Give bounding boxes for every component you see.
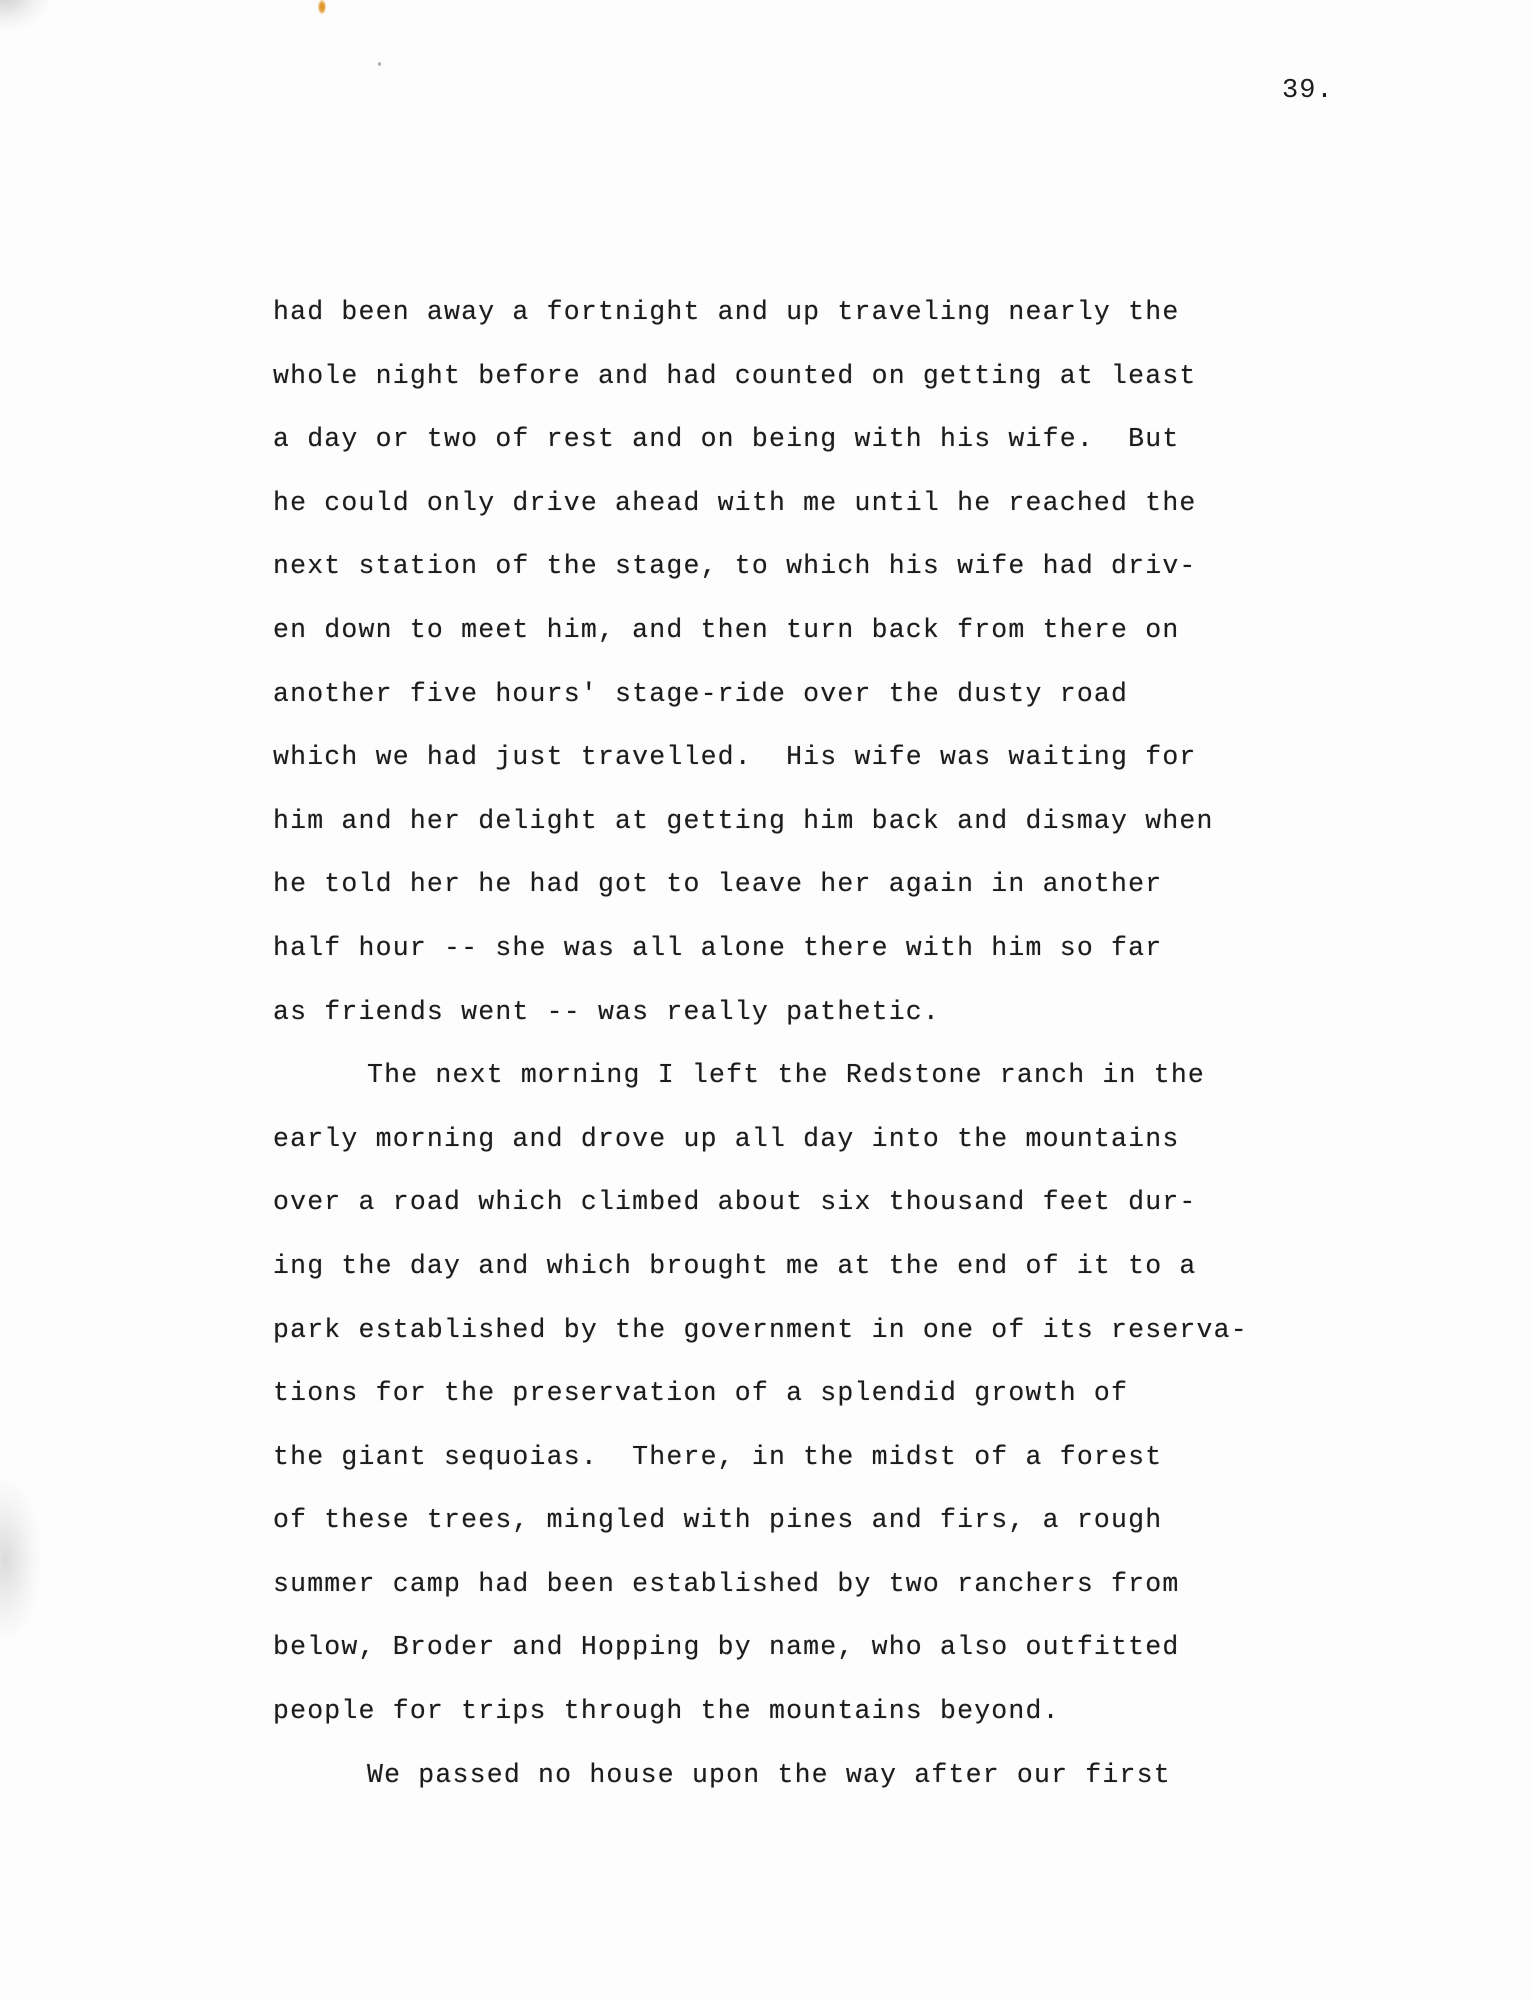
body-text (273, 290, 1393, 1816)
text-line: summer camp had been established by two ranchers from (273, 1568, 1180, 1599)
text-line: over a road which climbed about six thousand feet dur- (273, 1187, 1197, 1218)
text-line: people for trips through the mountains beyond. (273, 1696, 1060, 1727)
text-line: early morning and drove up all day into the mountains (273, 1123, 1180, 1154)
text-line: of these trees, mingled with pines and firs, a rough (273, 1505, 1163, 1536)
page-number: 39. (1282, 76, 1334, 106)
paragraph-3 (273, 1753, 1393, 1817)
text-line: The next morning I left the Redstone ranch in the (367, 1060, 1206, 1091)
text-line: the giant sequoias. There, in the midst of a forest (273, 1441, 1163, 1472)
text-line: which we had just travelled. His wife was waiting for (273, 742, 1197, 773)
text-line: ing the day and which brought me at the end of it to a (273, 1250, 1197, 1281)
text-line: next station of the stage, to which his wife had driv- (273, 551, 1197, 582)
text-line: a day or two of rest and on being with his wife. But (273, 424, 1180, 455)
text-line: tions for the preservation of a splendid growth of (273, 1378, 1129, 1409)
scan-shadow-artifact (0, 0, 50, 30)
paragraph-1 (273, 290, 1393, 1053)
text-line: below, Broder and Hopping by name, who also outfitted (273, 1632, 1180, 1663)
paper-speck (378, 62, 381, 66)
text-line: he could only drive ahead with me until he reached the (273, 487, 1197, 518)
scan-shadow-artifact (0, 1480, 40, 1640)
text-line: whole night before and had counted on getting at least (273, 360, 1197, 391)
text-line: another five hours' stage-ride over the dusty road (273, 678, 1129, 709)
text-line: We passed no house upon the way after our first (367, 1759, 1171, 1790)
text-line: had been away a fortnight and up traveling nearly the (273, 297, 1180, 327)
text-line: he told her he had got to leave her again in another (273, 869, 1163, 900)
text-line: as friends went -- was really pathetic. (273, 996, 941, 1027)
text-line: half hour -- she was all alone there with him so far (273, 932, 1163, 963)
paper-stain (318, 0, 326, 14)
text-line: en down to meet him, and then turn back from there on (273, 614, 1180, 645)
text-line: park established by the government in one of its reserva- (273, 1314, 1248, 1345)
text-line: him and her delight at getting him back and dismay when (273, 805, 1214, 836)
paragraph-2 (273, 1053, 1393, 1753)
